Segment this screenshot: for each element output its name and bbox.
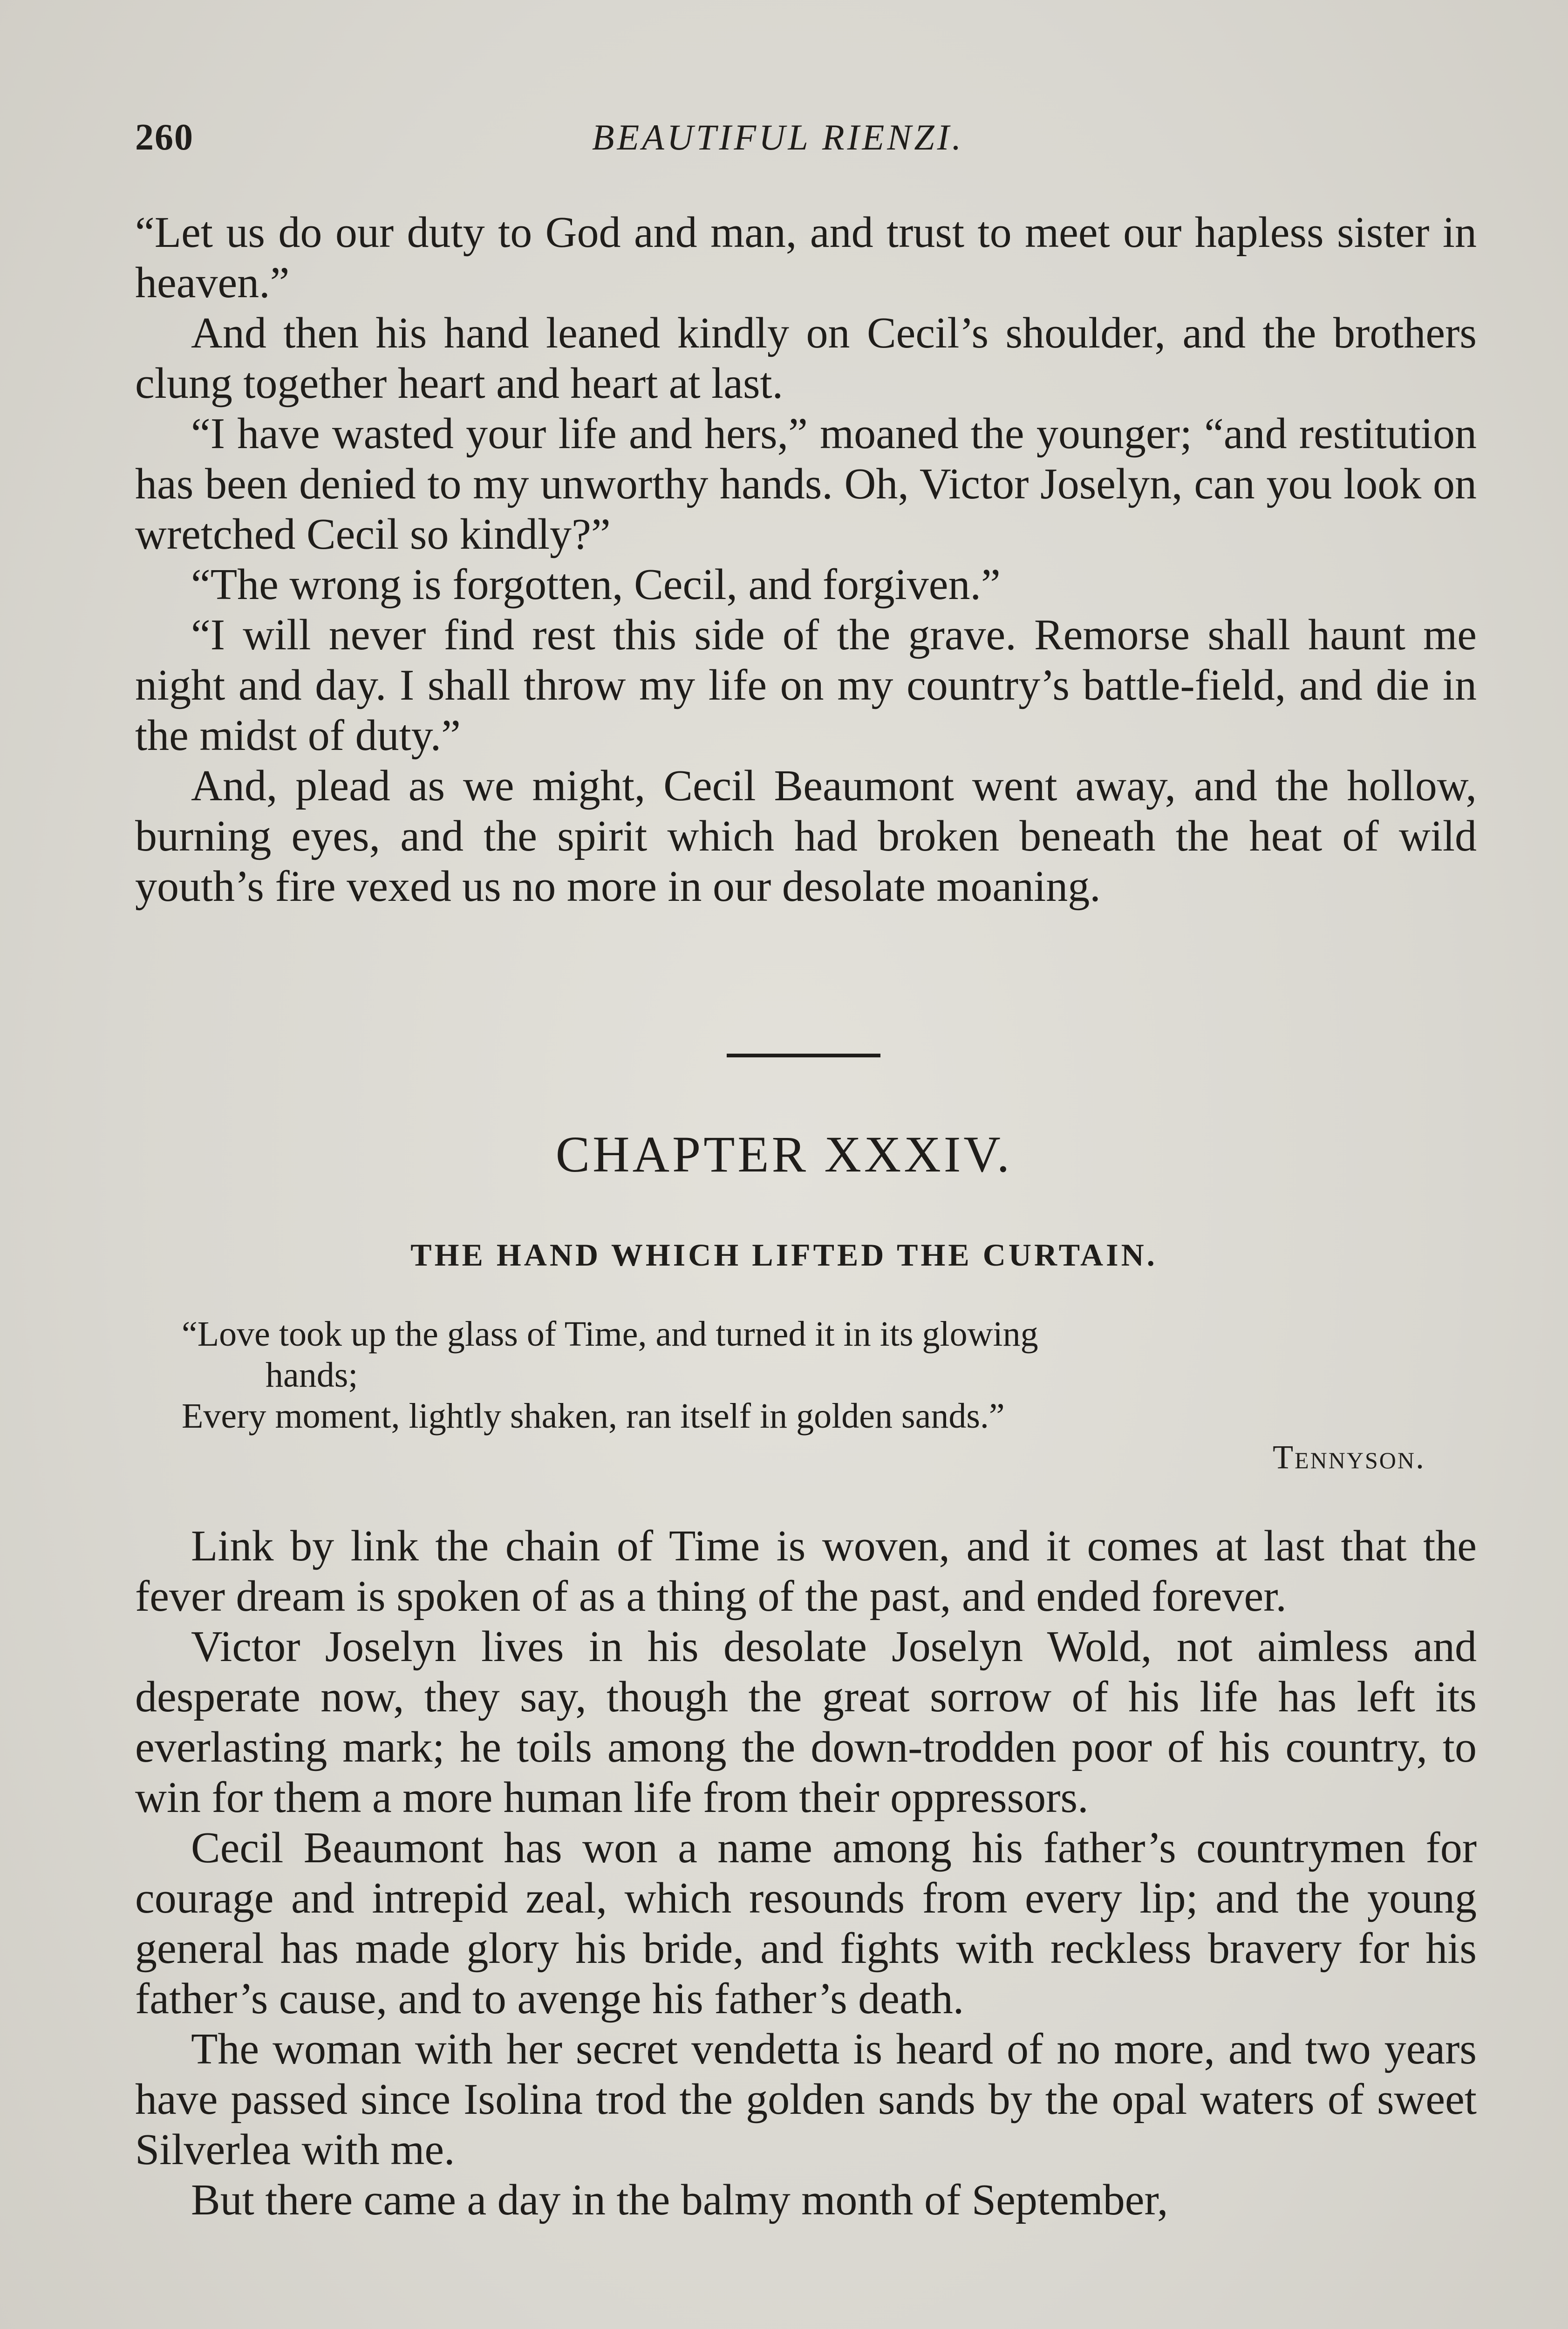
paragraph: Cecil Beaumont has won a name among his father’s countrymen for courage and intrepid zeal, which resounds from every lip; and the young general has made glory his bride, and fights with reckless bravery for his father’s cause, and to avenge his father’s death. xyxy=(135,1824,1477,2023)
chapter-heading: CHAPTER XXXIV. xyxy=(555,1126,1013,1183)
chapter-title: THE HAND WHICH LIFTED THE CURTAIN. xyxy=(410,1237,1158,1273)
section-divider-rule xyxy=(727,1054,880,1057)
paragraph: “The wrong is forgotten, Cecil, and forgiven.” xyxy=(191,560,1001,609)
epigraph-line: “Love took up the glass of Time, and turned it in its glowing xyxy=(182,1314,1038,1354)
epigraph-line: Every moment, lightly shaken, ran itself in golden sands.” xyxy=(182,1396,1005,1436)
paragraph: Victor Joselyn lives in his desolate Joselyn Wold, not aimless and desperate now, they say, though the great sorrow of his life has left its everlasting mark; he toils among the down-trodden poor of his country, to win for them a more human life from their oppressors. xyxy=(135,1622,1477,1822)
paragraph: “I will never find rest this side of the grave. Remorse shall haunt me night and day. I shall throw my life on my country’s battle-field, and die in the midst of duty.” xyxy=(135,611,1477,760)
epigraph-attribution: Tennyson. xyxy=(1273,1438,1425,1476)
paragraph: But there came a day in the balmy month of September, xyxy=(191,2176,1168,2224)
paragraph: And, plead as we might, Cecil Beaumont went away, and the hollow, burning eyes, and the spirit which had broken beneath the heat of wild youth’s fire vexed us no more in our desolate moaning. xyxy=(135,762,1477,911)
page-number: 260 xyxy=(135,117,194,158)
paragraph: “Let us do our duty to God and man, and trust to meet our hapless sister in heaven.” xyxy=(135,208,1477,307)
running-head xyxy=(135,116,1421,168)
text-block-chapter-body xyxy=(135,1521,1477,2225)
paragraph: The woman with her secret vendetta is heard of no more, and two years have passed since Isolina trod the golden sands by the opal waters of sweet Silverlea with me. xyxy=(135,2025,1477,2174)
epigraph xyxy=(182,1314,1477,1478)
text-block-before-chapter xyxy=(135,207,1477,912)
running-title: BEAUTIFUL RIENZI. xyxy=(592,117,964,157)
paragraph: “I have wasted your life and hers,” moaned the younger; “and restitution has been denied to my unworthy hands. Oh, Victor Joselyn, can you look on wretched Cecil so kindly?” xyxy=(135,409,1477,558)
epigraph-line-continuation: hands; xyxy=(266,1355,358,1395)
paragraph: Link by link the chain of Time is woven, and it comes at last that the fever dream is spoken of as a thing of the past, and ended forever. xyxy=(135,1522,1477,1621)
paragraph: And then his hand leaned kindly on Cecil’s shoulder, and the brothers clung together heart and heart at last. xyxy=(135,309,1477,408)
